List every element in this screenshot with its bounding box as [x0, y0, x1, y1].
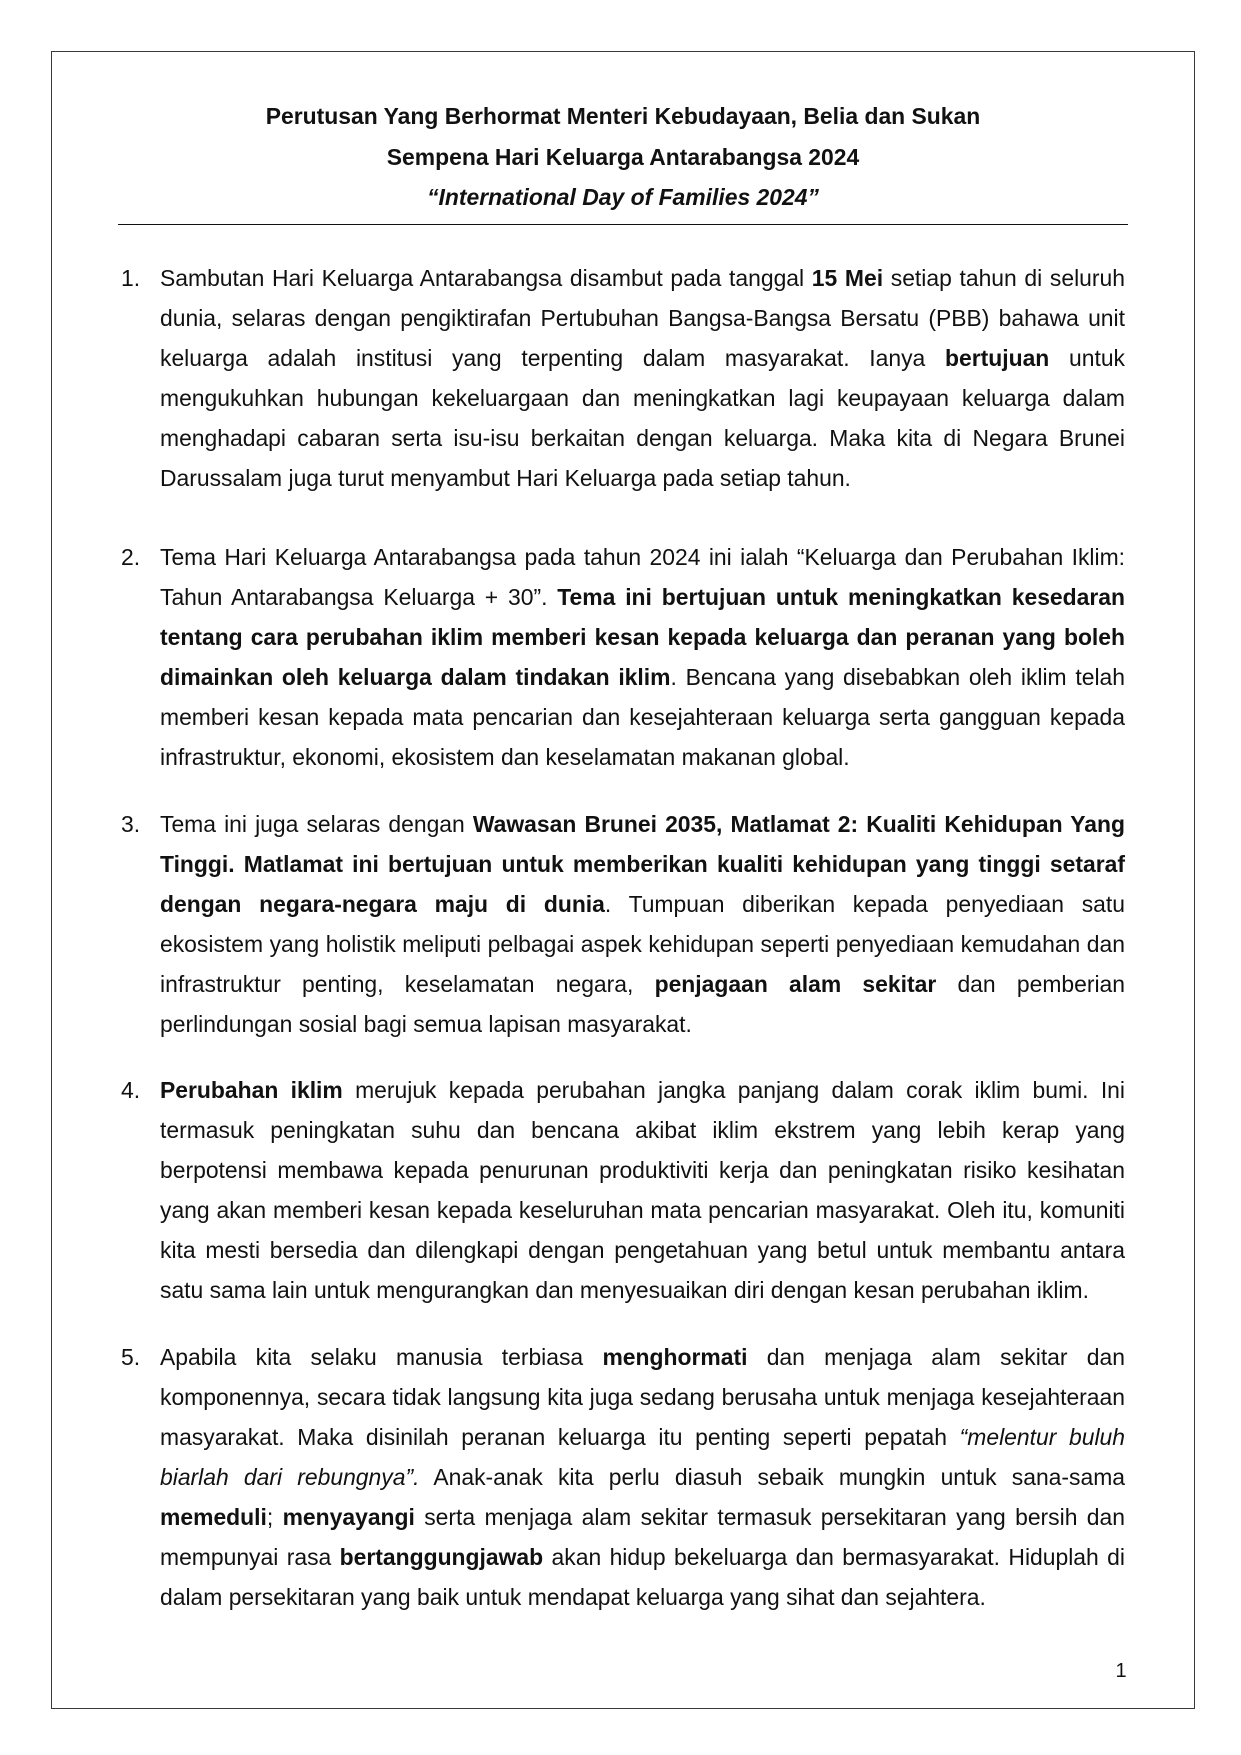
title-line-1: Perutusan Yang Berhormat Menteri Kebudayaan, Belia dan Sukan — [265, 103, 981, 129]
text-segment: . Tumpuan diberikan kepada penyediaan satu ekosistem yang holistik meliputi pelbagai aspek kehidupan seperti penyediaan kemudahan dan infrastruktur penting, keselamatan negara, — [160, 891, 1125, 997]
text-segment: serta menjaga alam sekitar termasuk persekitaran yang bersih dan mempunyai rasa — [160, 1504, 1125, 1570]
paragraph-5 — [121, 1337, 1125, 1617]
bold-text-segment: penjagaan alam sekitar — [654, 971, 937, 997]
paragraph-text — [160, 1337, 1125, 1617]
text-segment: ; — [266, 1504, 283, 1530]
text-segment: dan menjaga alam sekitar dan komponennya, secara tidak langsung kita juga sedang berusaha untuk menjaga kesejahteraan masyarakat. Maka disinilah peranan keluarga itu penting seperti pepatah — [160, 1344, 1125, 1450]
page-number: 1 — [1115, 1660, 1127, 1682]
title-line-3: “International Day of Families 2024” — [427, 184, 819, 210]
bold-text-segment: 15 Mei — [811, 265, 884, 291]
paragraph-number: 2. — [121, 544, 141, 570]
text-segment: Tema Hari Keluarga Antarabangsa pada tahun 2024 ini ialah “Keluarga dan Perubahan Iklim: Tahun Antarabangsa Keluarga + 30”. — [160, 544, 1125, 610]
text-segment: akan hidup bekeluarga dan bermasyarakat. Hiduplah di dalam persekitaran yang baik untuk mendapat keluarga yang sihat dan sejahtera. — [160, 1544, 1125, 1610]
paragraph-1 — [121, 258, 1125, 498]
bold-text-segment: Tema ini bertujuan untuk meningkatkan kesedaran tentang cara perubahan iklim memberi kesan kepada keluarga dan peranan yang boleh dimainkan oleh keluarga dalam tindakan iklim — [160, 584, 1125, 690]
paragraph-text — [160, 1070, 1125, 1310]
numbered-paragraph-list — [121, 0, 1125, 1650]
title-line-2: Sempena Hari Keluarga Antarabangsa 2024 — [386, 143, 860, 170]
paragraph-2 — [121, 537, 1125, 777]
bold-text-segment: menyayangi — [282, 1504, 415, 1530]
italic-text-segment: “melentur buluh biarlah dari rebungnya”. — [160, 1424, 1125, 1490]
text-segment: untuk mengukuhkan hubungan kekeluargaan dan meningkatkan lagi keupayaan keluarga dalam menghadapi cabaran serta isu-isu berkaitan dengan keluarga. Maka kita di Negara Brunei Darussalam juga turut menyambut Hari Keluarga pada setiap tahun. — [160, 345, 1126, 491]
text-segment: setiap tahun di seluruh dunia, selaras dengan pengiktirafan Pertubuhan Bangsa-Bangsa Bersatu (PBB) bahawa unit keluarga adalah institusi yang terpenting dalam masyarakat. Ianya — [160, 265, 1125, 371]
bold-text-segment: memeduli — [160, 1504, 267, 1530]
bold-text-segment: Perubahan iklim — [160, 1077, 343, 1103]
bold-text-segment: menghormati — [602, 1344, 748, 1370]
paragraph-number: 4. — [121, 1077, 141, 1103]
text-segment: merujuk kepada perubahan jangka panjang dalam corak iklim bumi. Ini termasuk peningkatan suhu dan bencana akibat iklim ekstrem yang lebih kerap yang berpotensi membawa kepada penurunan produktiviti kerja dan peningkatan risiko kesihatan yang akan memberi kesan kepada keseluruhan mata pencarian masyarakat. Oleh itu, komuniti kita mesti bersedia dan dilengkapi dengan pengetahuan yang betul untuk membantu antara satu sama lain untuk mengurangkan dan menyesuaikan diri dengan kesan perubahan iklim. — [160, 1077, 1125, 1303]
paragraph-number: 3. — [121, 811, 141, 837]
paragraph-3 — [121, 804, 1125, 1044]
paragraph-number: 5. — [121, 1344, 141, 1370]
paragraph-text — [160, 258, 1125, 498]
text-segment: dan pemberian perlindungan sosial bagi semua lapisan masyarakat. — [160, 971, 1126, 1037]
text-segment: Apabila kita selaku manusia terbiasa — [160, 1344, 603, 1370]
text-segment: . Bencana yang disebabkan oleh iklim telah memberi kesan kepada mata pencarian dan kesejahteraan keluarga serta gangguan kepada infrastruktur, ekonomi, ekosistem dan keselamatan makanan global. — [160, 664, 1125, 770]
bold-text-segment: bertujuan — [945, 345, 1050, 371]
text-segment: Sambutan Hari Keluarga Antarabangsa disambut pada tanggal — [160, 265, 812, 291]
paragraph-number: 1. — [121, 265, 141, 291]
paragraph-text — [160, 804, 1125, 1044]
bold-text-segment: Wawasan Brunei 2035, Matlamat 2: Kualiti Kehidupan Yang Tinggi. Matlamat ini bertujuan untuk memberikan kualiti kehidupan yang tinggi setaraf dengan negara-negara maju di dunia — [160, 811, 1125, 917]
paragraph-text — [160, 537, 1125, 777]
bold-text-segment: bertanggungjawab — [339, 1544, 544, 1570]
paragraph-4 — [121, 1070, 1125, 1310]
text-segment: Tema ini juga selaras dengan — [160, 811, 473, 837]
text-segment: Anak-anak kita perlu diasuh sebaik mungkin untuk sana-sama — [419, 1464, 1125, 1490]
